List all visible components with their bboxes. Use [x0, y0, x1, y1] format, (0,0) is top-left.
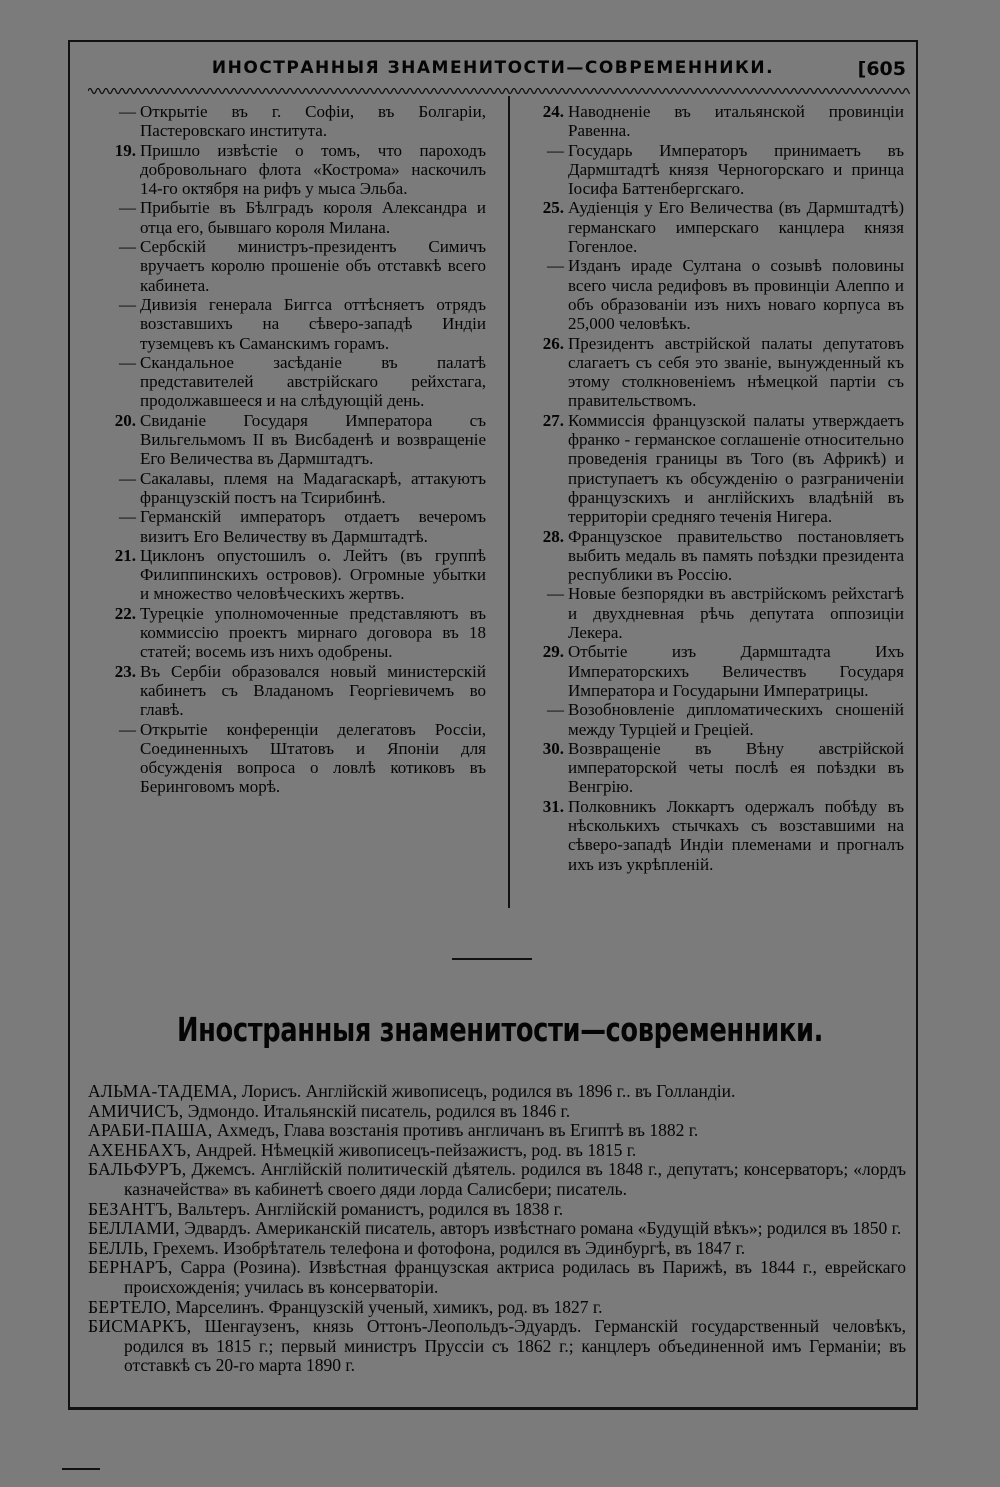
entry-text: Прибытіе въ Бѣлградъ короля Александра и отца его, бывшаго короля Милана. [140, 198, 486, 237]
entry-marker: 24. [542, 102, 564, 121]
chronicle-left-column [100, 102, 486, 797]
biography-text: Шенгаузенъ, князь Оттонъ-Леопольдъ-Эдуардъ. Германскій государственный человѣкъ, родился въ 1815 г.; первый министръ Пруссіи съ 1862 г.; канцлеръ объединенной имъ Германіи; въ отставкѣ съ 20-го марта 1890 г. [124, 1316, 906, 1376]
entry-marker: — [547, 700, 564, 720]
entry-marker: 29. [542, 642, 564, 662]
entry-marker: — [119, 198, 136, 218]
entry-text: Президентъ австрійской палаты депутатовъ слагаетъ съ себя это званіе, вынужденный къ этому столкновеніемъ нѣмецкой партіи съ правительствомъ. [568, 333, 904, 411]
entry-marker: — [547, 140, 564, 160]
chronicle-entry [528, 642, 904, 700]
biography-text: Сарра (Розина). Извѣстная французская актриса родилась въ Парижѣ, въ 1844 г., еврейскаго происхожденія; училась въ консерваторіи. [124, 1257, 906, 1297]
chronicle-entry [100, 353, 486, 411]
section-separator [452, 958, 532, 960]
entry-text: Турецкіе уполномоченные представляютъ въ коммиссію проектъ мирнаго договора въ 18 статей; восемь изъ нихъ одобрены. [140, 603, 486, 662]
chronicle-entry [528, 334, 904, 411]
chronicle-entry [100, 295, 486, 353]
header-title: ИНОСТРАННЫЯ ЗНАМЕНИТОСТИ—СОВРЕМЕННИКИ. [211, 58, 775, 78]
entry-marker: — [119, 352, 136, 372]
entry-marker: 23. [114, 661, 136, 681]
biography-text: Лорисъ. Англійскій живописецъ, родился въ 1896 г.. въ Голландіи. [237, 1081, 736, 1101]
entry-text: Возобновленіе дипломатическихъ сношеній между Турціей и Греціей. [568, 700, 904, 739]
entry-marker: 30. [542, 738, 564, 758]
entry-text: Возвращеніе въ Вѣну австрійской императорской четы послѣ ея поѣздки въ Венгрію. [568, 738, 904, 797]
biography-text: Вальтеръ. Англійскій романистъ, родился въ 1838 г. [172, 1198, 564, 1219]
entry-text: Сербскій министръ-президентъ Симичъ вручаетъ королю прошеніе объ отставкѣ всего кабинета. [140, 237, 486, 295]
chronicle-entry [528, 797, 904, 874]
entry-marker: 26. [542, 333, 564, 353]
biography-entry [88, 1160, 906, 1199]
chronicle-entry [100, 411, 486, 469]
biography-entry [88, 1219, 906, 1239]
entry-text: Свиданіе Государя Императора съ Вильгельмомъ II въ Висбаденѣ и возвращеніе Его Величества въ Дармштадтъ. [140, 410, 486, 469]
biography-name: БЕЛЛЬ, [88, 1237, 149, 1258]
footer-mark [62, 1468, 100, 1470]
biography-entry [88, 1317, 906, 1376]
entry-marker: — [547, 256, 564, 276]
entry-text: Въ Сербіи образовался новый министерскій кабинетъ съ Владаномъ Георгіевичемъ во главѣ. [140, 661, 486, 720]
biography-name: БЕРНАРЪ, [88, 1257, 173, 1278]
chronicle-entry [528, 141, 904, 199]
wavy-rule [88, 84, 910, 98]
chronicle-entry [100, 604, 486, 662]
biography-entry [88, 1258, 906, 1297]
entry-text: Полковникъ Локкартъ одержалъ побѣду въ нѣсколькихъ стычкахъ съ возставшими на сѣверо-западѣ Индіи племенами и прогналъ ихъ изъ укрѣпленій. [568, 796, 904, 874]
biography-text: Эдмондо. Итальянскій писатель, родился въ 1846 г. [183, 1100, 571, 1121]
entry-text: Отбытіе изъ Дармштадта Ихъ Императорскихъ Величествъ Государя Императора и Государыни Императрицы. [568, 642, 904, 700]
biography-entry [88, 1082, 906, 1102]
chronicle-entry [528, 411, 904, 527]
chronicle-right-column [528, 102, 904, 874]
chronicle-entry [100, 237, 486, 295]
chronicle-entry [100, 662, 486, 720]
biography-name: БЕРТЕЛО, [88, 1296, 172, 1317]
biography-name: БАЛЬФУРЪ, [88, 1159, 187, 1180]
biography-entry [88, 1298, 906, 1318]
entry-marker: — [119, 294, 136, 314]
entry-text: Французское правительство постановляетъ выбить медаль въ память поѣздки президента республики въ Россію. [568, 526, 904, 585]
biography-name: АХЕНБАХЪ, [88, 1139, 192, 1160]
chronicle-entry [528, 739, 904, 797]
biography-entry [88, 1200, 906, 1220]
entry-marker: — [119, 719, 136, 739]
biography-name: БИСМАРКЪ, [88, 1316, 192, 1337]
chronicle-entry [100, 720, 486, 797]
entry-text: Скандальное засѣданіе въ палатѣ представителей австрійскаго рейхстага, продолжавшееся и на слѣдующій день. [140, 352, 486, 411]
entry-text: Коммиссія французской палаты утверждаетъ франко - германское соглашеніе относительно проведенія границы въ Того (въ Африкѣ) и приступаетъ къ обсужденію о разграниченіи французскихъ и англійскихъ владѣній въ территоріи средняго теченія Нигера. [568, 410, 904, 527]
chronicle-entry [100, 102, 486, 141]
entry-marker: — [119, 507, 136, 527]
biography-entry [88, 1239, 906, 1259]
biography-name: АРАБИ-ПАША, [88, 1120, 213, 1141]
biography-name: БЕЗАНТЪ, [88, 1198, 173, 1219]
chronicle-entry [100, 141, 486, 199]
entry-text: Изданъ ираде Султана о созывѣ половины всего числа редифовъ въ провинціи Алеппо и объ образованіи изъ нихъ новаго корпуса въ 25,000 человѣкъ. [568, 256, 904, 334]
entry-marker: — [547, 584, 564, 604]
section-title: Иностранныя знаменитости—современники. [177, 1010, 823, 1049]
entry-marker: 19. [114, 140, 136, 160]
entry-text: Аудіенція у Его Величества (въ Дармштадтѣ) германскаго имперскаго канцлера князя Гогенлое. [568, 198, 904, 257]
biography-name: БЕЛЛАМИ, [88, 1218, 180, 1239]
biography-list [88, 1082, 906, 1376]
biography-text: Ахмедъ, Глава возстанія противъ англичанъ въ Египтѣ въ 1882 г. [212, 1120, 699, 1141]
entry-marker: — [119, 237, 136, 257]
entry-text: Наводненіе въ итальянской провинціи Равенна. [568, 102, 904, 141]
chronicle-entry [528, 256, 904, 333]
biography-entry [88, 1141, 906, 1161]
biography-text: Грехемъ. Изобрѣтатель телефона и фотофона, родился въ Эдинбургѣ, въ 1847 г. [148, 1237, 746, 1258]
entry-marker: 28. [542, 526, 564, 546]
running-header [80, 58, 906, 78]
biography-entry [88, 1102, 906, 1122]
entry-marker: — [119, 468, 136, 488]
chronicle-entry [528, 198, 904, 256]
chronicle-entry [528, 700, 904, 739]
biography-entry [88, 1121, 906, 1141]
biography-text: Джемсъ. Англійскій политическій дѣятель. родился въ 1848 г., депутатъ; консерваторъ; «лордъ казначейства» въ кабинетѣ своего дяди лорда Салисбери; писатель. [124, 1159, 906, 1199]
entry-marker: 27. [542, 410, 564, 430]
chronicle-entry [100, 198, 486, 237]
entry-text: Новые безпорядки въ австрійскомъ рейхстагѣ и двухдневная рѣчь депутата оппозиціи Лекера. [568, 584, 904, 643]
biography-text: Андрей. Нѣмецкій живописецъ-пейзажистъ, род. въ 1815 г. [191, 1139, 637, 1160]
chronicle-entry [528, 584, 904, 642]
entry-text: Циклонъ опустошилъ о. Лейтъ (въ группѣ Филиппинскихъ островов). Огромные убытки и множество человѣческихъ жертвъ. [140, 545, 486, 604]
entry-text: Пришло извѣстіе о томъ, что пароходъ добровольнаго флота «Кострома» наскочилъ 14-го октября на рифъ у мыса Эльба. [140, 140, 486, 199]
chronicle-entry [528, 527, 904, 585]
entry-text: Открытіе въ г. Софіи, въ Болгаріи, Пастеровскаго института. [140, 102, 486, 141]
chronicle-entry [100, 469, 486, 508]
entry-marker: 31. [542, 796, 564, 816]
chronicle-entry [100, 546, 486, 604]
entry-text: Германскій императоръ отдаетъ вечеромъ визитъ Его Величеству въ Дармштадтѣ. [140, 507, 486, 546]
chronicle-entry [100, 507, 486, 546]
entry-marker: 21. [114, 545, 136, 565]
page-number: [605 [857, 58, 906, 80]
column-divider [508, 96, 510, 908]
entry-text: Сакалавы, племя на Мадагаскарѣ, аттакуютъ французскій постъ на Тсирибинѣ. [140, 468, 486, 507]
entry-marker: 22. [114, 603, 136, 623]
entry-marker: — [119, 102, 136, 121]
entry-text: Открытіе конференціи делегатовъ Россіи, Соединенныхъ Штатовъ и Японіи для обсужденія вопроса о ловлѣ котиковъ въ Беринговомъ морѣ. [140, 719, 486, 797]
entry-text: Государь Императоръ принимаетъ въ Дармштадтѣ князя Черногорскаго и принца Іосифа Баттенбергскаго. [568, 140, 904, 199]
biography-text: Марселинъ. Французскій ученый, химикъ, род. въ 1827 г. [171, 1296, 603, 1317]
biography-name: АЛЬМА-ТАДЕМА, [88, 1081, 238, 1101]
chronicle-entry [528, 102, 904, 141]
entry-text: Дивизія генерала Биггса оттѣсняетъ отрядъ возставшихъ на сѣверо-западѣ Индіи туземцевъ къ Саманскимъ горамъ. [140, 294, 486, 353]
entry-marker: 25. [542, 198, 564, 218]
entry-marker: 20. [114, 410, 136, 430]
biography-text: Эдвардъ. Американскій писатель, авторъ извѣстнаго романа «Будущій вѣкъ»; родился въ 1850 г. [179, 1218, 902, 1239]
biography-name: АМИЧИСЪ, [88, 1100, 184, 1121]
